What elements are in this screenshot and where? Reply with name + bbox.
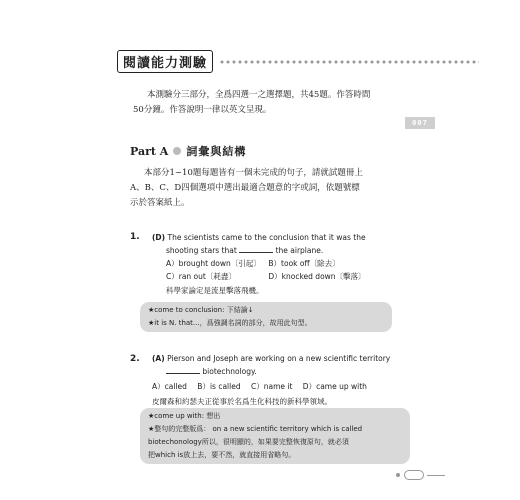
footer-dot-icon bbox=[396, 473, 400, 477]
answer-blank bbox=[239, 244, 273, 253]
option-a: A）called bbox=[152, 382, 187, 391]
answer-blank bbox=[166, 365, 200, 374]
question-line-2b: biotechnology. bbox=[202, 367, 257, 376]
question-stem bbox=[152, 231, 397, 257]
question-number: 1. bbox=[130, 232, 140, 242]
intro-line-1: 本測驗分三部分，全爲四選一之選擇題，共45題。作答時間 bbox=[147, 90, 371, 100]
note-line-2: ★it is N. that...，爲強調名詞的部分，故用此句型。 bbox=[148, 319, 312, 327]
option-b: B）is called bbox=[197, 382, 241, 391]
option-d: D）came up with bbox=[302, 382, 367, 391]
translation: 科學家論定是流星擊落飛機。 bbox=[166, 286, 264, 295]
option-c: C）ran out〔耗盡〕 bbox=[166, 272, 236, 281]
page-number-tab: 007 bbox=[405, 117, 435, 129]
question-line-2a: shooting stars that bbox=[166, 246, 237, 255]
footer-rule bbox=[427, 475, 445, 476]
note-line-1: ★come up with: 想出 bbox=[148, 412, 221, 420]
question-line-1: Pierson and Joseph are working on a new scientific territory bbox=[167, 354, 391, 363]
answer-key: (A) bbox=[152, 354, 165, 363]
options bbox=[166, 257, 374, 283]
note-line-1: ★come to conclusion: 下結論↓ bbox=[148, 306, 254, 314]
note-line-3: biotechonology所以，很明顯的，如果要完整恢復原句，就必須 bbox=[148, 438, 349, 446]
page-title: 閱讀能力測驗 bbox=[117, 50, 213, 73]
question-line-2b: the airplane. bbox=[275, 246, 324, 255]
part-title: 詞彙與結構 bbox=[186, 145, 247, 158]
options bbox=[152, 380, 375, 393]
intro-paragraph bbox=[133, 88, 403, 118]
page-footer-ornament bbox=[396, 470, 445, 480]
option-d: D）knocked down〔擊落〕 bbox=[268, 272, 366, 281]
part-description bbox=[130, 166, 400, 211]
part-label: Part A bbox=[130, 144, 169, 158]
part-desc-line-2: A、B、C、D四個選項中選出最適合題意的字或詞，依題號標 bbox=[130, 183, 360, 193]
question-line-1: The scientists came to the conclusion that it was the bbox=[167, 233, 366, 242]
note-box bbox=[140, 408, 410, 464]
option-c: C）name it bbox=[250, 382, 293, 391]
answer-key: (D) bbox=[152, 233, 166, 242]
option-a: A）brought down〔引起〕 bbox=[166, 259, 261, 268]
option-b: B）took off〔除去〕 bbox=[268, 259, 340, 268]
dotted-rule bbox=[219, 59, 479, 65]
question-number: 2. bbox=[130, 354, 140, 364]
note-line-2: ★整句的完整版爲： on a new scientific territory which is called bbox=[148, 425, 363, 433]
translation: 皮爾森和約瑟夫正從事於名爲生化科技的新科學領域。 bbox=[152, 397, 332, 406]
footer-oval-icon bbox=[404, 470, 424, 480]
part-desc-line-3: 示於答案紙上。 bbox=[130, 198, 190, 208]
note-line-4: 把which is放上去，要不然，就直接用省略句。 bbox=[148, 451, 296, 459]
intro-line-2: 50分鐘。作答說明一律以英文呈現。 bbox=[133, 105, 272, 115]
part-heading bbox=[130, 143, 246, 159]
bullet-dot-icon bbox=[173, 147, 181, 155]
part-desc-line-1: 本部分1~10題每題皆有一個未完成的句子，請就試題冊上 bbox=[144, 168, 363, 178]
question-stem bbox=[152, 352, 414, 378]
note-box bbox=[140, 302, 392, 332]
section-header bbox=[117, 50, 479, 73]
